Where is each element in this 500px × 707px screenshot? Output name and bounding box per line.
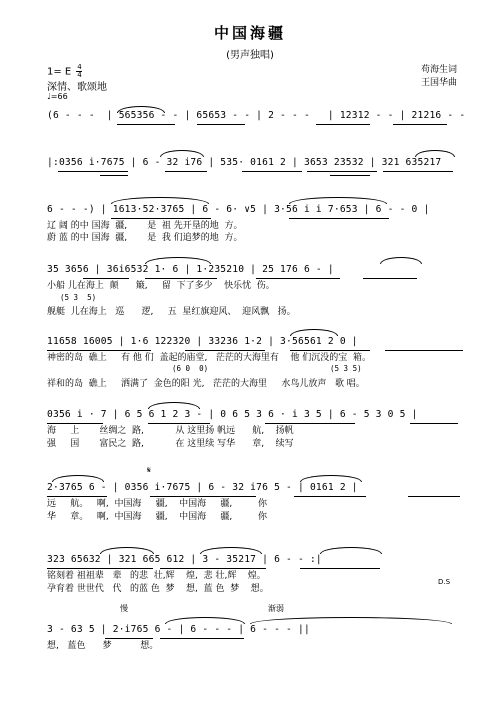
system-3-lyrics-verse-1: 辽 阔 的中 国海 疆, 是 祖 先开垦的地 方。 [47, 221, 243, 231]
system-5-lyrics-verse-2: 祥和的岛 礁上 洒满了 金色的阳 光, 茫茫的大海里 水鸟儿放声 歌 唱。 [47, 379, 365, 389]
da-segno-mark: D.S [438, 578, 451, 586]
system-2-music: |:0356 i·7675 | 6 - 32 i76 | 535· 0161 2 | 3653 23532 | 321 635217 [47, 157, 442, 168]
system-9-music: 3 - 63 5 | 2·i765 6 - | 6 - - - | 6 - - - || [47, 624, 310, 635]
system-4-music: 35 3656 | 36i6532 1· 6 | 1·235210 | 25 176 6 - | [47, 264, 334, 275]
system-8-music: 323 65632 | 321 665 612 | 3 - 35217 | 6 - - :| [47, 554, 322, 565]
system-5-music: 11658 16005 | 1·6 122320 | 33236 1·2 | 3·56561 2 0 | [47, 336, 358, 347]
system-4-variant-notes: (5 3 5) [60, 293, 97, 302]
system-9-lyrics: 想, 蓝色 梦 想。 [47, 641, 159, 651]
system-6-music: 0356 i · 7 | 6 5 6 1 2 3 - | 0 6 5 3 6 · i 3 5 | 6 - 5 3 0 5 | [47, 409, 418, 420]
lyricist-credit: 苟海生词 [420, 65, 457, 75]
system-3-lyrics-verse-2: 蔚 蓝 的中 国海 疆, 是 我 们追梦的地 方。 [47, 233, 243, 243]
time-top: 4 [77, 63, 82, 71]
composer-credit: 王国华曲 [420, 78, 457, 88]
system-5-variant-notes-a: (6 0 0) [172, 364, 209, 373]
key-label: 1= E [47, 66, 72, 78]
dim-marking: 渐弱 [268, 604, 284, 613]
tempo-mark: ♩=66 [47, 92, 68, 101]
key-signature [47, 64, 82, 79]
time-signature [76, 64, 82, 79]
system-7-lyrics-verse-1: 远 航。 啊, 中国海 疆, 中国海 疆, 你 [47, 499, 267, 509]
song-title: 中国海疆 [213, 24, 286, 42]
system-8-lyrics-verse-1: 铭刻着 祖祖辈 辈 的悲 壮,辉 煌, 悲 壮,辉 煌。 [47, 571, 266, 581]
system-4-lyrics-verse-2: 舰艇 儿在海上 巡 逻, 五 星红旗迎风、 迎风飘 扬。 [47, 307, 296, 317]
system-6-lyrics-verse-1: 海 上 丝绸之 路, 从 这里扬 帆远 航, 扬帆 [47, 426, 294, 436]
system-8-lyrics-verse-2: 孕育着 世世代 代 的蓝 色 梦 想, 蓝 色 梦 想。 [47, 584, 269, 594]
system-7-music: 2·3765 6 - | 0356 i·7675 | 6 - 32 i76 5 - | 0161 2 | [47, 482, 358, 493]
system-6-lyrics-verse-2: 强 国 富民之 路, 在 这里续 写华 章, 续写 [47, 439, 294, 449]
system-1-music: (6 - - - | 565356 - - | 65653 - - | 2 - - - | 12312 - - | 21216 - - [47, 110, 466, 121]
system-5-variant-notes-b: (5 3 5) [330, 364, 362, 373]
time-bottom: 4 [77, 71, 82, 79]
system-5-lyrics-verse-1: 神密的岛 礁上 有 他 们 盖起的庙堂, 茫茫的大海里有 他 们沉没的宝 箱。 [47, 353, 371, 363]
tempo-slow-marking: 慢 [120, 604, 128, 613]
system-7-lyrics-verse-2: 华 章。 啊, 中国海 疆, 中国海 疆, 你 [47, 512, 267, 522]
system-4-lyrics-verse-1: 小船 儿在海上 颠 簸, 留 下了多少 快乐忧 伤。 [47, 281, 275, 291]
expression-mark: 深情、歌颂地 [47, 82, 107, 93]
song-subtitle: (男声独唱) [226, 50, 274, 61]
system-3-music: 6 - - -) | 1613·52·3765 | 6 - 6· ∨5 | 3·56 i i 7·653 | 6 - - 0 | [47, 204, 430, 215]
segno-sign: 𝄋 [147, 466, 151, 476]
